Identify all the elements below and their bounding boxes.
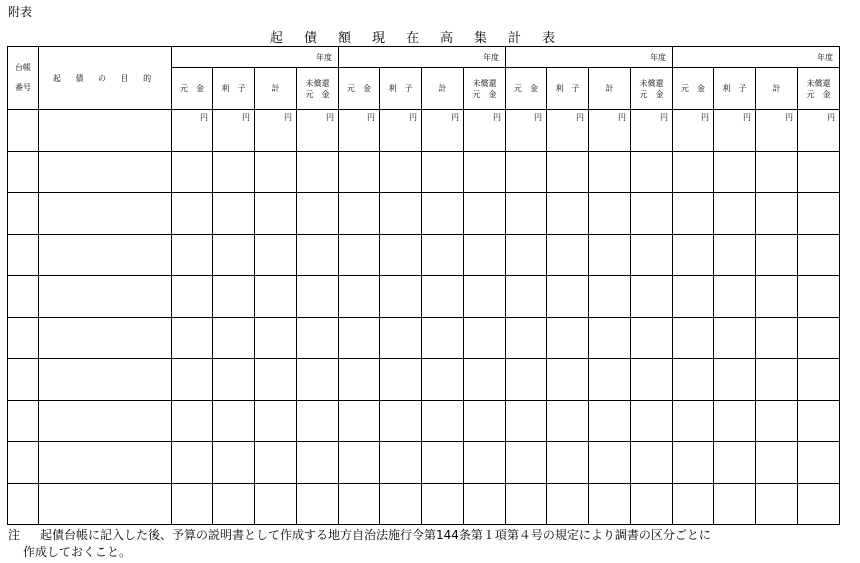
amount-cell xyxy=(422,400,464,442)
amount-cell xyxy=(464,234,506,276)
amount-cell xyxy=(589,234,631,276)
amount-cell xyxy=(339,234,380,276)
unredeemed-line-1: 未償還 xyxy=(639,78,664,88)
unredeemed-line-1: 未償還 xyxy=(806,78,831,88)
unredeemed-line-2: 元 金 xyxy=(305,89,330,99)
amount-cell xyxy=(172,193,213,235)
amount-cell xyxy=(506,317,547,359)
header-total: 計 xyxy=(589,68,631,110)
amount-cell xyxy=(464,359,506,401)
amount-cell xyxy=(798,400,840,442)
purpose-cell xyxy=(39,193,172,235)
note-mark: 注 xyxy=(8,528,21,542)
amount-cell xyxy=(714,359,756,401)
note-line-2: 作成しておくこと。 xyxy=(23,545,132,559)
amount-cell xyxy=(547,359,589,401)
amount-cell xyxy=(172,151,213,193)
amount-cell xyxy=(756,151,798,193)
amount-cell xyxy=(714,234,756,276)
unit-label: 円 xyxy=(422,110,464,152)
amount-cell xyxy=(255,359,297,401)
amount-cell xyxy=(213,151,255,193)
ledger-no-cell xyxy=(8,276,39,318)
amount-cell xyxy=(547,400,589,442)
amount-cell xyxy=(464,400,506,442)
table-row xyxy=(8,400,840,442)
amount-cell xyxy=(297,193,339,235)
amount-cell xyxy=(506,276,547,318)
amount-cell xyxy=(798,234,840,276)
ledger-no-cell xyxy=(8,400,39,442)
amount-cell xyxy=(422,359,464,401)
amount-cell xyxy=(589,193,631,235)
amount-cell xyxy=(798,317,840,359)
amount-cell xyxy=(506,442,547,484)
ledger-no-line-2: 番号 xyxy=(15,83,31,92)
amount-cell xyxy=(589,400,631,442)
unit-label: 円 xyxy=(631,110,673,152)
header-principal: 元 金 xyxy=(506,68,547,110)
amount-cell xyxy=(631,193,673,235)
table-row xyxy=(8,483,840,525)
amount-cell xyxy=(213,359,255,401)
ledger-no-cell xyxy=(8,442,39,484)
amount-cell xyxy=(631,359,673,401)
amount-cell xyxy=(589,317,631,359)
amount-cell xyxy=(547,193,589,235)
unredeemed-line-2: 元 金 xyxy=(472,89,497,99)
amount-cell xyxy=(297,442,339,484)
amount-cell xyxy=(673,317,714,359)
amount-cell xyxy=(798,193,840,235)
amount-cell xyxy=(213,483,255,525)
amount-cell xyxy=(464,276,506,318)
ledger-no-cell xyxy=(8,193,39,235)
amount-cell xyxy=(589,483,631,525)
table-row xyxy=(8,234,840,276)
amount-cell xyxy=(172,442,213,484)
header-total: 計 xyxy=(255,68,297,110)
footnote xyxy=(8,527,858,561)
unit-label: 円 xyxy=(798,110,840,152)
amount-cell xyxy=(255,276,297,318)
amount-cell xyxy=(673,193,714,235)
header-unredeemed xyxy=(631,68,673,110)
amount-cell xyxy=(589,276,631,318)
amount-cell xyxy=(339,442,380,484)
amount-cell xyxy=(380,483,422,525)
amount-cell xyxy=(631,483,673,525)
ledger-no-cell xyxy=(8,234,39,276)
header-total: 計 xyxy=(756,68,798,110)
amount-cell xyxy=(297,234,339,276)
unit-label: 円 xyxy=(547,110,589,152)
purpose-cell xyxy=(39,276,172,318)
table-row xyxy=(8,193,840,235)
amount-cell xyxy=(714,442,756,484)
amount-cell xyxy=(339,276,380,318)
amount-cell xyxy=(631,317,673,359)
amount-cell xyxy=(339,193,380,235)
amount-cell xyxy=(464,483,506,525)
amount-cell xyxy=(339,359,380,401)
note-line-1: 起債台帳に記入した後、予算の説明書として作成する地方自治法施行令第144条第１項第４号の規定により調書の区分ごとに xyxy=(40,528,711,542)
amount-cell xyxy=(380,442,422,484)
amount-cell xyxy=(506,234,547,276)
unit-label: 円 xyxy=(339,110,380,152)
amount-cell xyxy=(714,276,756,318)
ledger-no-line-1: 台帳 xyxy=(15,63,31,72)
ledger-no-cell xyxy=(8,359,39,401)
amount-cell xyxy=(172,276,213,318)
amount-cell xyxy=(422,483,464,525)
amount-cell xyxy=(172,400,213,442)
amount-cell xyxy=(297,276,339,318)
amount-cell xyxy=(213,193,255,235)
amount-cell xyxy=(464,442,506,484)
table-row xyxy=(8,359,840,401)
table-row xyxy=(8,110,840,152)
amount-cell xyxy=(631,276,673,318)
amount-cell xyxy=(756,359,798,401)
header-interest: 利 子 xyxy=(380,68,422,110)
amount-cell xyxy=(464,317,506,359)
table-row xyxy=(8,276,840,318)
amount-cell xyxy=(213,400,255,442)
unredeemed-line-2: 元 金 xyxy=(639,89,664,99)
amount-cell xyxy=(506,400,547,442)
page-title: 起債額現在高集計表 xyxy=(270,31,577,46)
header-total: 計 xyxy=(422,68,464,110)
unit-label: 円 xyxy=(506,110,547,152)
header-unredeemed xyxy=(798,68,840,110)
amount-cell xyxy=(213,276,255,318)
purpose-cell xyxy=(39,400,172,442)
unit-label: 円 xyxy=(172,110,213,152)
amount-cell xyxy=(589,359,631,401)
table-row xyxy=(8,151,840,193)
amount-cell xyxy=(673,400,714,442)
unit-label: 円 xyxy=(756,110,798,152)
amount-cell xyxy=(380,359,422,401)
purpose-cell xyxy=(39,442,172,484)
purpose-cell xyxy=(39,151,172,193)
purpose-cell xyxy=(39,317,172,359)
amount-cell xyxy=(756,483,798,525)
unit-label: 円 xyxy=(589,110,631,152)
ledger-no-cell xyxy=(8,151,39,193)
amount-cell xyxy=(422,234,464,276)
amount-cell xyxy=(506,483,547,525)
amount-cell xyxy=(339,151,380,193)
amount-cell xyxy=(380,276,422,318)
amount-cell xyxy=(422,442,464,484)
amount-cell xyxy=(339,483,380,525)
amount-cell xyxy=(464,151,506,193)
header-fiscal-year: 年度 xyxy=(506,47,673,68)
ledger-no-cell xyxy=(8,483,39,525)
amount-cell xyxy=(506,359,547,401)
amount-cell xyxy=(756,234,798,276)
amount-cell xyxy=(380,151,422,193)
header-fiscal-year: 年度 xyxy=(172,47,339,68)
summary-table xyxy=(7,46,840,525)
amount-cell xyxy=(798,442,840,484)
amount-cell xyxy=(714,151,756,193)
header-fiscal-year: 年度 xyxy=(673,47,840,68)
unit-label: 円 xyxy=(213,110,255,152)
amount-cell xyxy=(798,151,840,193)
amount-cell xyxy=(631,442,673,484)
unit-label: 円 xyxy=(255,110,297,152)
amount-cell xyxy=(255,317,297,359)
amount-cell xyxy=(464,193,506,235)
purpose-cell xyxy=(39,483,172,525)
amount-cell xyxy=(255,442,297,484)
amount-cell xyxy=(380,400,422,442)
header-purpose: 起 債 の 目 的 xyxy=(39,47,172,110)
amount-cell xyxy=(547,151,589,193)
amount-cell xyxy=(756,317,798,359)
purpose-cell xyxy=(39,359,172,401)
amount-cell xyxy=(380,234,422,276)
amount-cell xyxy=(756,400,798,442)
amount-cell xyxy=(172,317,213,359)
amount-cell xyxy=(380,317,422,359)
amount-cell xyxy=(213,442,255,484)
amount-cell xyxy=(673,359,714,401)
amount-cell xyxy=(547,442,589,484)
unit-label: 円 xyxy=(673,110,714,152)
amount-cell xyxy=(547,234,589,276)
amount-cell xyxy=(172,483,213,525)
header-row-year xyxy=(8,47,840,68)
amount-cell xyxy=(756,193,798,235)
amount-cell xyxy=(798,359,840,401)
amount-cell xyxy=(589,151,631,193)
amount-cell xyxy=(631,400,673,442)
amount-cell xyxy=(297,400,339,442)
amount-cell xyxy=(547,317,589,359)
amount-cell xyxy=(756,276,798,318)
amount-cell xyxy=(714,317,756,359)
amount-cell xyxy=(297,151,339,193)
unit-label: 円 xyxy=(464,110,506,152)
amount-cell xyxy=(422,276,464,318)
ledger-no-cell xyxy=(8,317,39,359)
purpose-cell xyxy=(39,234,172,276)
amount-cell xyxy=(673,276,714,318)
header-unredeemed xyxy=(464,68,506,110)
amount-cell xyxy=(714,483,756,525)
amount-cell xyxy=(297,483,339,525)
header-principal: 元 金 xyxy=(673,68,714,110)
amount-cell xyxy=(297,317,339,359)
amount-cell xyxy=(255,483,297,525)
unit-label: 円 xyxy=(380,110,422,152)
amount-cell xyxy=(631,151,673,193)
header-fiscal-year: 年度 xyxy=(339,47,506,68)
amount-cell xyxy=(255,193,297,235)
amount-cell xyxy=(506,193,547,235)
amount-cell xyxy=(380,193,422,235)
amount-cell xyxy=(673,483,714,525)
amount-cell xyxy=(714,193,756,235)
amount-cell xyxy=(422,193,464,235)
amount-cell xyxy=(547,276,589,318)
amount-cell xyxy=(756,442,798,484)
ledger-no-cell xyxy=(8,110,39,152)
header-unredeemed xyxy=(297,68,339,110)
amount-cell xyxy=(506,151,547,193)
header-interest: 利 子 xyxy=(547,68,589,110)
header-interest: 利 子 xyxy=(714,68,756,110)
unredeemed-line-1: 未償還 xyxy=(472,78,497,88)
amount-cell xyxy=(631,234,673,276)
amount-cell xyxy=(673,442,714,484)
amount-cell xyxy=(422,151,464,193)
table-row xyxy=(8,317,840,359)
amount-cell xyxy=(172,234,213,276)
amount-cell xyxy=(172,359,213,401)
amount-cell xyxy=(339,400,380,442)
header-interest: 利 子 xyxy=(213,68,255,110)
unit-label: 円 xyxy=(714,110,756,152)
amount-cell xyxy=(255,151,297,193)
amount-cell xyxy=(422,317,464,359)
unredeemed-line-1: 未償還 xyxy=(305,78,330,88)
amount-cell xyxy=(339,317,380,359)
amount-cell xyxy=(798,276,840,318)
amount-cell xyxy=(255,234,297,276)
amount-cell xyxy=(798,483,840,525)
amount-cell xyxy=(213,317,255,359)
header-ledger-no xyxy=(8,47,39,110)
table-row xyxy=(8,442,840,484)
amount-cell xyxy=(297,359,339,401)
amount-cell xyxy=(213,234,255,276)
header-principal: 元 金 xyxy=(172,68,213,110)
amount-cell xyxy=(673,151,714,193)
amount-cell xyxy=(673,234,714,276)
amount-cell xyxy=(547,483,589,525)
amount-cell xyxy=(714,400,756,442)
unredeemed-line-2: 元 金 xyxy=(806,89,831,99)
purpose-cell xyxy=(39,110,172,152)
header-principal: 元 金 xyxy=(339,68,380,110)
appendix-label: 附表 xyxy=(8,5,33,19)
amount-cell xyxy=(589,442,631,484)
unit-label: 円 xyxy=(297,110,339,152)
amount-cell xyxy=(255,400,297,442)
